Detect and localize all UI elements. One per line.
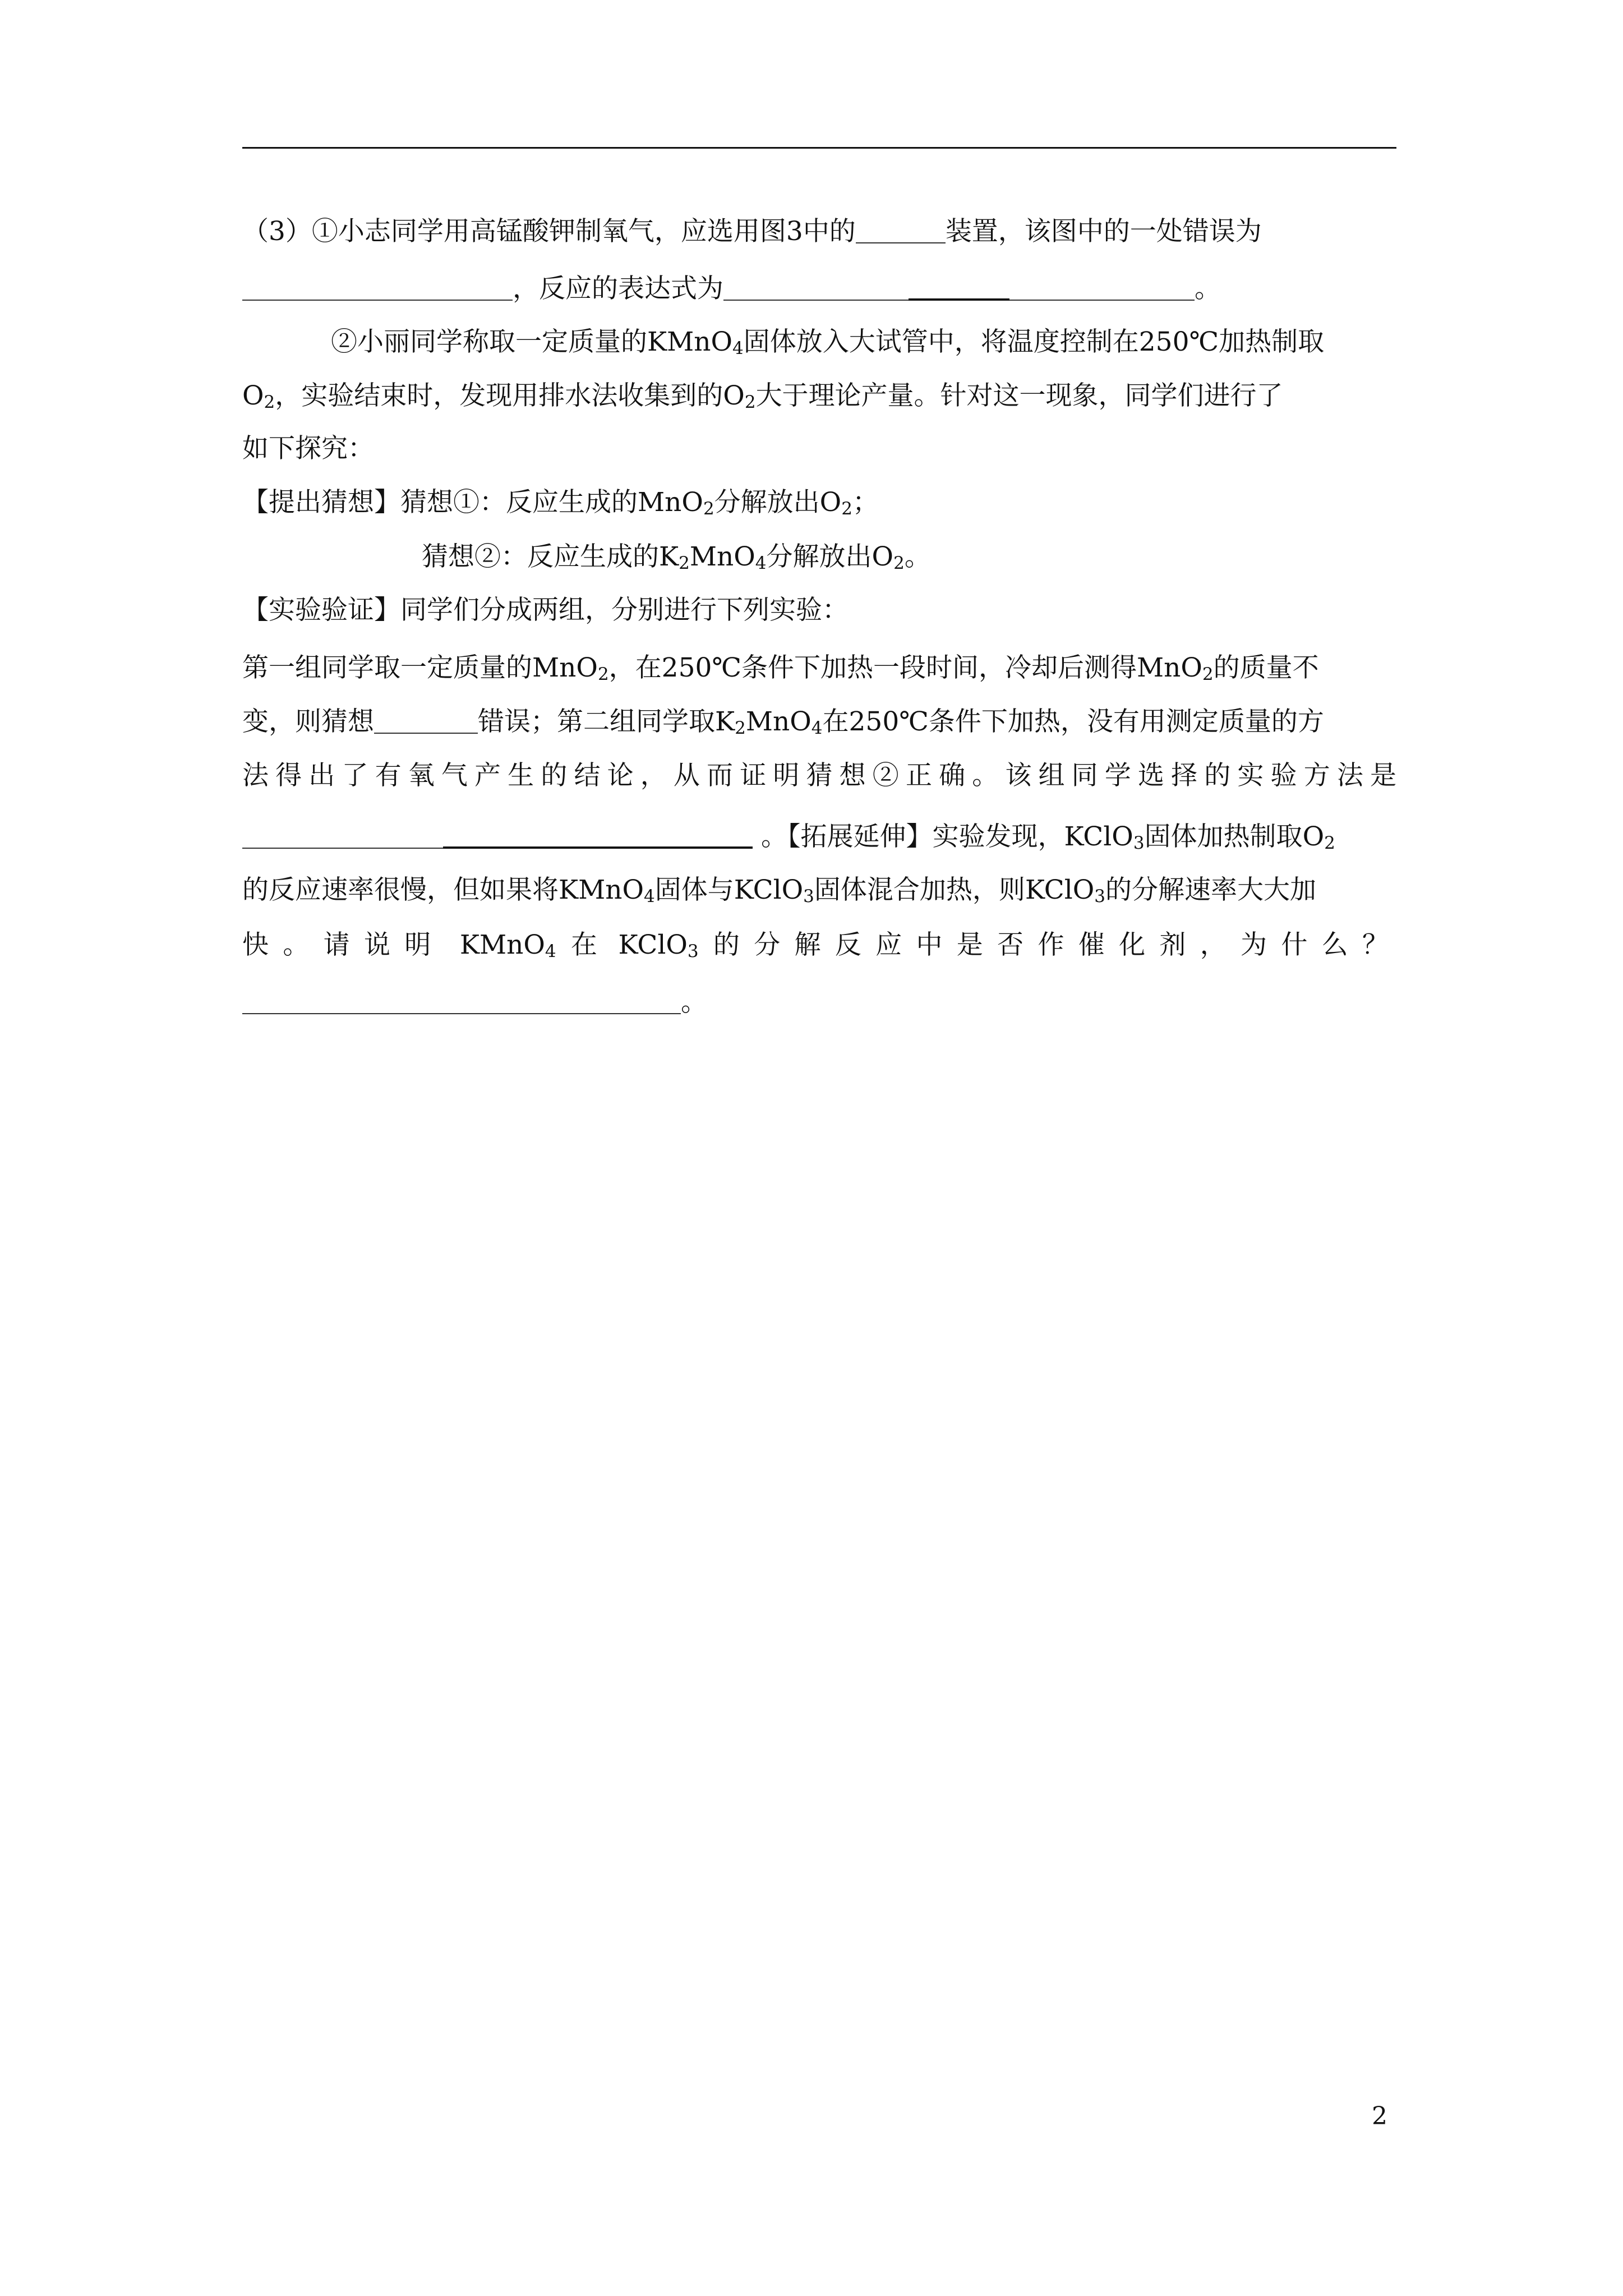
subscript: 3 <box>687 941 699 961</box>
subscript: 2 <box>703 499 714 519</box>
text-segment: 如下探究： <box>242 433 374 464</box>
text-segment: 固体与 <box>654 875 734 905</box>
experiment-line-1 <box>242 651 1396 685</box>
text-segment: （3）①小志同学用高锰酸钾制氧气，应选用图 <box>242 216 786 247</box>
answer-blank-method-part-2[interactable] <box>443 824 753 849</box>
temperature: 250℃ <box>661 652 741 683</box>
section-label-verification: 【实验验证】 <box>242 595 400 625</box>
section-label-hypothesis: 【提出猜想】 <box>242 487 400 518</box>
subscript: 3 <box>1094 886 1105 907</box>
subscript: 2 <box>735 718 746 738</box>
chem-formula: KClO <box>734 875 804 905</box>
question-3-line-1 <box>242 215 1396 249</box>
chem-formula: KClO <box>618 930 688 960</box>
experiment-line-4 <box>242 820 1396 854</box>
text-segment: 分解放出 <box>766 541 872 572</box>
header-rule <box>242 147 1396 149</box>
chem-formula: KClO <box>1025 875 1095 905</box>
subscript: 2 <box>1324 833 1335 853</box>
text-segment: ，反应的表达式为 <box>513 273 723 304</box>
verification-line <box>242 593 1396 627</box>
chem-formula: O <box>819 487 842 518</box>
answer-blank-equation-part-1[interactable] <box>723 277 909 301</box>
text-segment: 分解放出 <box>714 487 820 518</box>
chem-formula: K <box>715 706 735 737</box>
chem-formula: O <box>872 541 894 572</box>
chem-formula: KMnO <box>459 930 545 960</box>
answer-blank-guess[interactable] <box>374 710 478 734</box>
text-segment: ； <box>852 487 879 518</box>
question-3-line-5 <box>242 432 1396 466</box>
guess-2-line <box>422 540 1375 574</box>
chem-formula: KMnO <box>647 326 733 357</box>
chem-formula: KClO <box>1064 821 1133 852</box>
text-segment: 。 <box>904 541 931 572</box>
section-label-extension: 【拓展延伸】 <box>787 821 933 852</box>
subscript: 4 <box>732 338 744 358</box>
subscript: 2 <box>597 664 609 684</box>
text-segment: 在 <box>570 930 604 960</box>
text-segment: 猜想②：反应生成的 <box>422 541 659 572</box>
text-segment: 固体放入大试管中，将温度控制在 <box>743 326 1139 357</box>
experiment-line-3 <box>242 759 1396 793</box>
subscript: 3 <box>1133 833 1145 853</box>
extension-line-3 <box>242 986 1396 1019</box>
extension-line-1 <box>242 873 1396 907</box>
question-3-line-4 <box>242 379 1396 413</box>
temperature: 250℃ <box>849 706 929 737</box>
text-segment: ②小丽同学称取一定质量的 <box>331 326 647 357</box>
chem-formula: KMnO <box>559 875 644 905</box>
text-segment: 条件下加热一段时间，冷却后测得 <box>741 652 1137 683</box>
text-segment: 同学们分成两组，分别进行下列实验： <box>400 595 849 625</box>
answer-blank-error[interactable] <box>242 277 513 301</box>
subscript: 4 <box>644 886 655 907</box>
answer-blank-device[interactable] <box>856 220 946 243</box>
text-segment: 条件下加热，没有用测定质量的方 <box>928 706 1324 737</box>
text-segment: 。 <box>760 821 787 852</box>
chem-formula: K <box>659 541 679 572</box>
chem-formula: MnO <box>745 706 811 737</box>
answer-blank-method-part-1[interactable] <box>242 825 443 849</box>
guess-1-line <box>242 486 1396 519</box>
subscript: 2 <box>264 392 275 412</box>
text-segment: 的分解速率大大加 <box>1105 875 1316 905</box>
subscript: 2 <box>841 499 852 519</box>
text-segment: 的分解反应中是否作催化剂，为什么？ <box>713 930 1396 960</box>
subscript: 4 <box>545 941 556 961</box>
text-segment: 变，则猜想 <box>242 706 374 737</box>
text-segment: 。 <box>681 987 707 1018</box>
text-segment: 猜想①：反应生成的 <box>400 487 638 518</box>
chem-formula: MnO <box>638 487 703 518</box>
text-segment: 加热制取 <box>1219 326 1325 357</box>
question-3-line-2 <box>242 272 1396 306</box>
extension-line-2 <box>242 928 1396 962</box>
chem-formula: MnO <box>532 652 598 683</box>
subscript: 3 <box>803 886 814 907</box>
subscript: 4 <box>755 553 767 573</box>
text-segment: 错误；第二组同学取 <box>478 706 715 737</box>
text-segment: 快。请说明 <box>242 930 445 960</box>
experiment-line-2 <box>242 705 1396 739</box>
subscript: 2 <box>1202 664 1214 684</box>
chem-formula: MnO <box>689 541 755 572</box>
text-segment: ，实验结束时，发现用排水法收集到的 <box>275 380 723 411</box>
text-segment: 实验发现， <box>932 821 1064 852</box>
text-segment: 固体加热制取 <box>1144 821 1303 852</box>
text-segment: 的质量不 <box>1213 652 1319 683</box>
temperature: 250℃ <box>1138 326 1219 357</box>
subscript: 2 <box>744 392 756 412</box>
text-segment: 中的 <box>803 216 856 247</box>
chem-formula: MnO <box>1136 652 1202 683</box>
text-segment: 在 <box>822 706 849 737</box>
subscript: 2 <box>893 553 905 573</box>
text-segment: 装置，该图中的一处错误为 <box>945 216 1262 247</box>
answer-blank-equation-part-2[interactable] <box>909 276 1009 301</box>
page-number: 2 <box>1372 2102 1387 2131</box>
answer-blank-catalyst[interactable] <box>242 991 681 1014</box>
text-segment: 。 <box>1195 273 1221 304</box>
text-segment: 固体混合加热，则 <box>814 875 1025 905</box>
text-segment: 的反应速率很慢，但如果将 <box>242 875 559 905</box>
text-segment: 法得出了有氧气产生的结论，从而证明猜想②正确。该组同学选择的实验方法是 <box>242 760 1396 791</box>
figure-number: 3 <box>786 216 803 247</box>
question-3-line-3 <box>331 325 1396 359</box>
text-segment: 第一组同学取一定质量的 <box>242 652 532 683</box>
chem-formula: O <box>242 380 264 411</box>
subscript: 4 <box>811 718 823 738</box>
chem-formula: O <box>1302 821 1325 852</box>
answer-blank-equation-part-3[interactable] <box>1009 277 1195 301</box>
subscript: 2 <box>679 553 690 573</box>
text-segment: 大于理论产量。针对这一现象，同学们进行了 <box>755 380 1283 411</box>
text-segment: ，在 <box>608 652 662 683</box>
chem-formula: O <box>723 380 745 411</box>
